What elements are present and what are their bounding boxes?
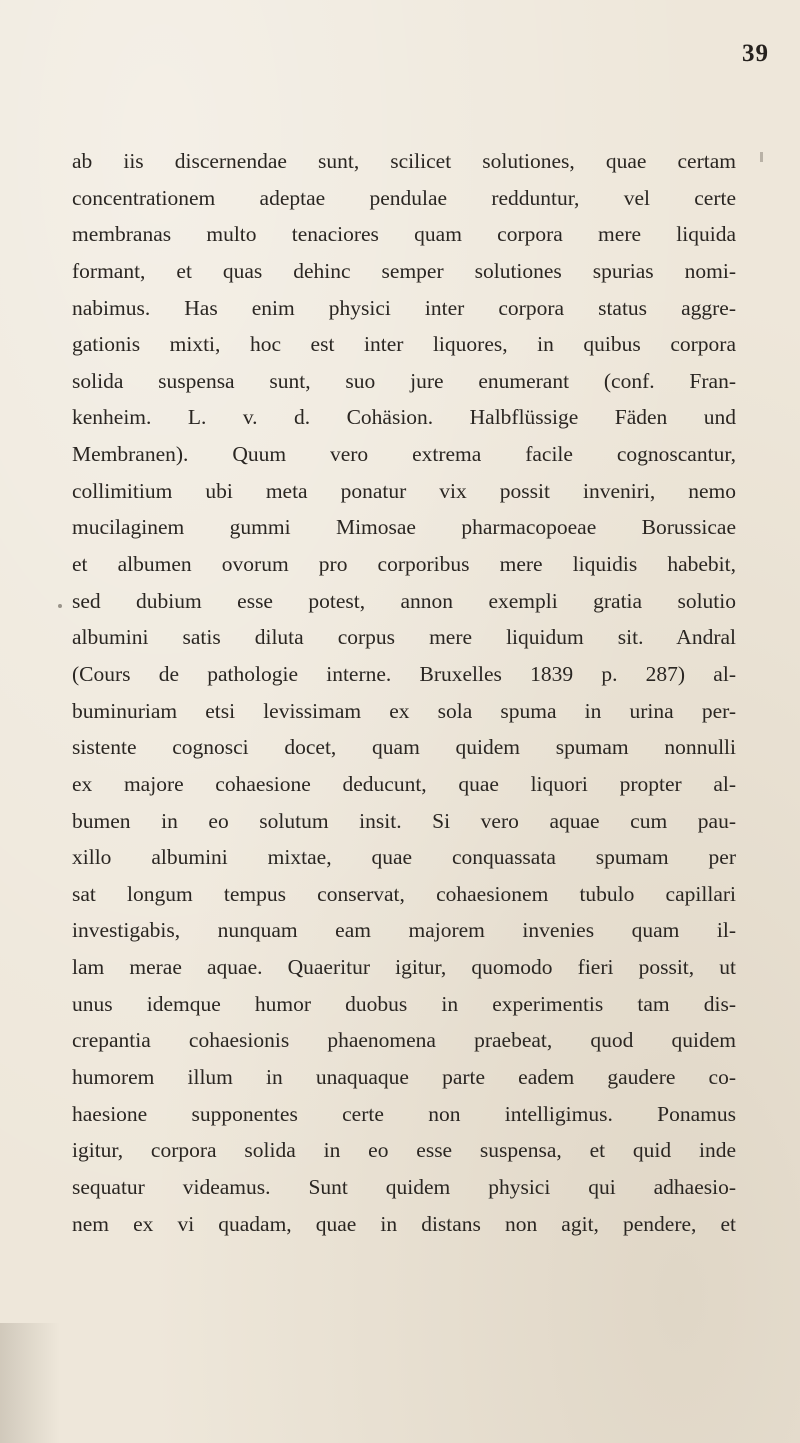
text-line: xillo albumini mixtae, quae conquassata spumam per (72, 845, 736, 870)
text-line: haesione supponentes certe non intelligimus. Ponamus (72, 1101, 736, 1126)
text-line: kenheim. L. v. d. Cohäsion. Halbflüssige Fäden und (72, 405, 736, 430)
text-line: ex majore cohaesione deducunt, quae liquori propter al- (72, 771, 736, 796)
text-line: membranas multo tenaciores quam corpora mere liquida (72, 222, 736, 247)
text-line: investigabis, nunquam eam majorem invenies quam il- (72, 918, 736, 943)
text-line: collimitium ubi meta ponatur vix possit inveniri, nemo (72, 478, 736, 503)
page-edge-shadow (0, 1323, 60, 1443)
text-line: et albumen ovorum pro corporibus mere liquidis habebit, (72, 552, 736, 577)
text-line: crepantia cohaesionis phaenomena praebeat, quod quidem (72, 1028, 736, 1053)
text-line: humorem illum in unaquaque parte eadem gaudere co- (72, 1065, 736, 1090)
text-line: bumen in eo solutum insit. Si vero aquae cum pau- (72, 808, 736, 833)
text-line: nem ex vi quadam, quae in distans non agit, pendere, et (72, 1211, 736, 1236)
margin-mark-left (58, 604, 62, 608)
text-line: unus idemque humor duobus in experimentis tam dis- (72, 991, 736, 1016)
text-line: sequatur videamus. Sunt quidem physici qui adhaesio- (72, 1174, 736, 1199)
text-line: sistente cognosci docet, quam quidem spumam nonnulli (72, 735, 736, 760)
text-line: buminuriam etsi levissimam ex sola spuma in urina per- (72, 698, 736, 723)
text-line: formant, et quas dehinc semper solutiones spurias nomi- (72, 258, 736, 283)
margin-mark-top (760, 152, 763, 162)
text-line: nabimus. Has enim physici inter corpora status aggre- (72, 295, 736, 320)
text-line: mucilaginem gummi Mimosae pharmacopoeae Borussicae (72, 515, 736, 540)
body-text (72, 143, 736, 1242)
text-line: concentrationem adeptae pendulae redduntur, vel certe (72, 185, 736, 210)
text-line: Membranen). Quum vero extrema facile cognoscantur, (72, 442, 736, 467)
text-line: sed dubium esse potest, annon exempli gratia solutio (72, 588, 736, 613)
page-number: 39 (742, 40, 769, 67)
text-line: gationis mixti, hoc est inter liquores, in quibus corpora (72, 332, 736, 357)
text-line: albumini satis diluta corpus mere liquidum sit. Andral (72, 625, 736, 650)
text-line: igitur, corpora solida in eo esse suspensa, et quid inde (72, 1138, 736, 1163)
text-line: solida suspensa sunt, suo jure enumerant (conf. Fran- (72, 368, 736, 393)
text-line: (Cours de pathologie interne. Bruxelles 1839 p. 287) al- (72, 661, 736, 686)
text-line: ab iis discernendae sunt, scilicet solutiones, quae certam (72, 149, 736, 173)
text-line: lam merae aquae. Quaeritur igitur, quomodo fieri possit, ut (72, 955, 736, 980)
text-line: sat longum tempus conservat, cohaesionem tubulo capillari (72, 881, 736, 906)
